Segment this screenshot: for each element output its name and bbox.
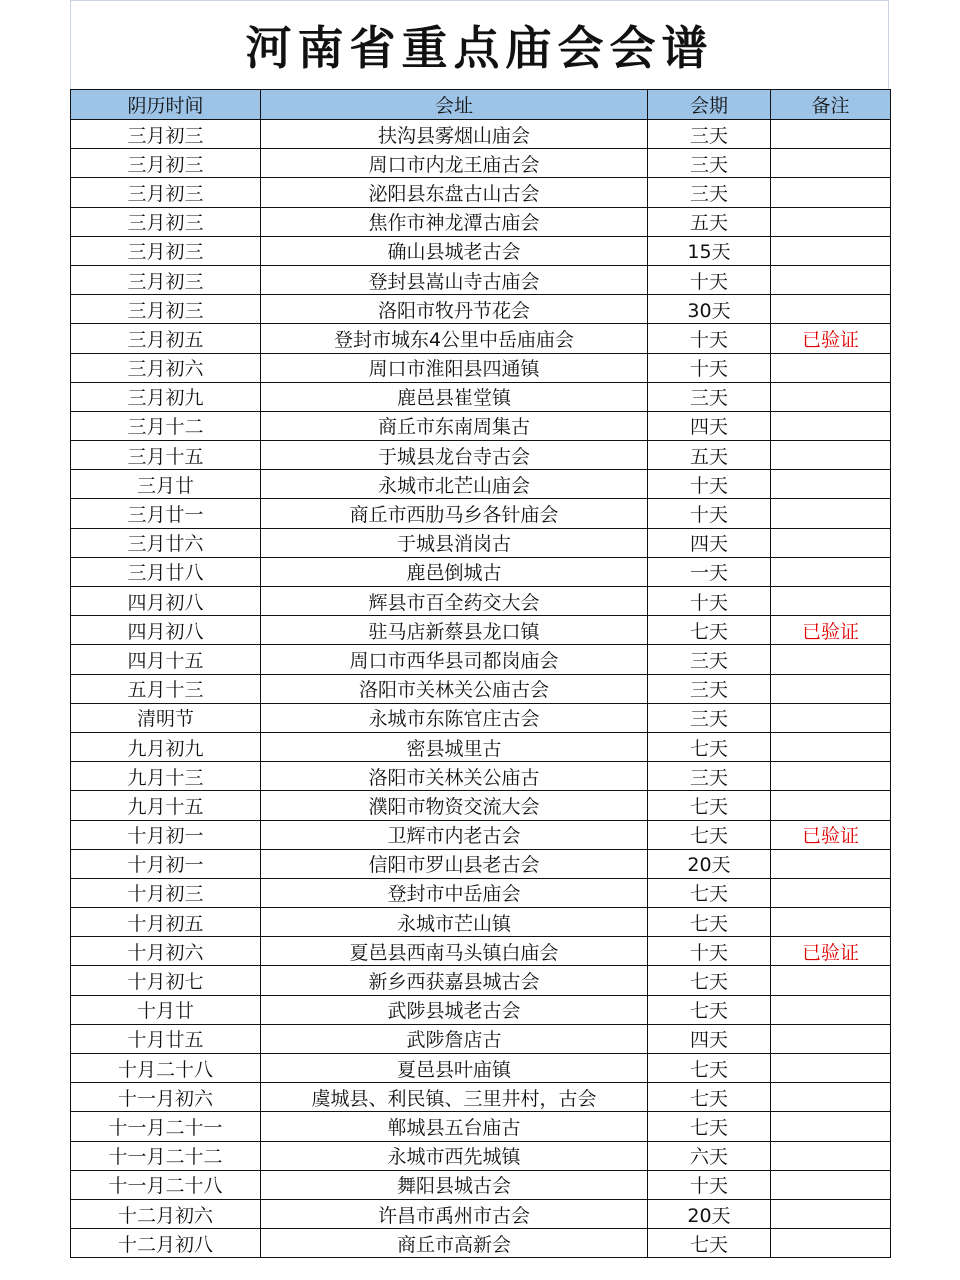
cell-duration: 七天: [648, 732, 771, 761]
table-row: [71, 966, 891, 995]
table-row: [71, 1170, 891, 1199]
cell-note: [771, 1170, 891, 1199]
cell-duration: 三天: [648, 703, 771, 732]
cell-note: [771, 411, 891, 440]
cell-note: [771, 1083, 891, 1112]
cell-duration: 三天: [648, 382, 771, 411]
cell-location: 登封市城东4公里中岳庙庙会: [261, 324, 648, 353]
cell-location: 卫辉市内老古会: [261, 820, 648, 849]
cell-duration: 一天: [648, 557, 771, 586]
table-row: [71, 178, 891, 207]
cell-location: 信阳市罗山县老古会: [261, 849, 648, 878]
cell-location: 于城县消岗古: [261, 528, 648, 557]
cell-lunar-date: 三月初三: [71, 295, 261, 324]
cell-lunar-date: 十月廿五: [71, 1024, 261, 1053]
cell-lunar-date: 四月初八: [71, 587, 261, 616]
cell-duration: 十天: [648, 324, 771, 353]
cell-note: [771, 120, 891, 149]
table-row: [71, 1054, 891, 1083]
cell-duration: 十天: [648, 499, 771, 528]
header-location: 会址: [261, 90, 648, 120]
cell-location: 密县城里古: [261, 732, 648, 761]
cell-location: 濮阳市物资交流大会: [261, 791, 648, 820]
cell-duration: 七天: [648, 616, 771, 645]
table-row: [71, 1083, 891, 1112]
cell-location: 商丘市东南周集古: [261, 411, 648, 440]
cell-location: 登封市中岳庙会: [261, 878, 648, 907]
table-row: [71, 587, 891, 616]
cell-note: [771, 732, 891, 761]
cell-location: 商丘市高新会: [261, 1229, 648, 1258]
cell-note: [771, 528, 891, 557]
cell-note: [771, 207, 891, 236]
table-row: [71, 236, 891, 265]
cell-note: [771, 149, 891, 178]
cell-duration: 30天: [648, 295, 771, 324]
cell-duration: 十天: [648, 470, 771, 499]
cell-note: [771, 236, 891, 265]
cell-location: 商丘市西肋马乡各针庙会: [261, 499, 648, 528]
cell-location: 永城市东陈官庄古会: [261, 703, 648, 732]
table-row: [71, 995, 891, 1024]
cell-note: [771, 1199, 891, 1228]
table-row: [71, 441, 891, 470]
cell-lunar-date: 三月廿六: [71, 528, 261, 557]
table-row: [71, 908, 891, 937]
cell-lunar-date: 三月十五: [71, 441, 261, 470]
table-row: [71, 1141, 891, 1170]
table-row: [71, 353, 891, 382]
cell-lunar-date: 三月初三: [71, 120, 261, 149]
cell-lunar-date: 十二月初六: [71, 1199, 261, 1228]
table-row: [71, 645, 891, 674]
table-row: [71, 762, 891, 791]
cell-lunar-date: 三月初三: [71, 149, 261, 178]
table-row: [71, 791, 891, 820]
cell-note: [771, 353, 891, 382]
cell-note: [771, 295, 891, 324]
cell-location: 扶沟县雾烟山庙会: [261, 120, 648, 149]
cell-note: [771, 995, 891, 1024]
cell-lunar-date: 四月初八: [71, 616, 261, 645]
cell-duration: 七天: [648, 908, 771, 937]
cell-duration: 20天: [648, 1199, 771, 1228]
header-row: [71, 90, 891, 120]
cell-lunar-date: 三月初六: [71, 353, 261, 382]
table-row: [71, 1024, 891, 1053]
table-row: [71, 324, 891, 353]
cell-lunar-date: 三月廿: [71, 470, 261, 499]
table-row: [71, 674, 891, 703]
cell-lunar-date: 五月十三: [71, 674, 261, 703]
cell-lunar-date: 三月初三: [71, 236, 261, 265]
cell-note: [771, 791, 891, 820]
cell-duration: 三天: [648, 120, 771, 149]
table-row: [71, 295, 891, 324]
cell-lunar-date: 十月初一: [71, 849, 261, 878]
cell-lunar-date: 十月廿: [71, 995, 261, 1024]
cell-duration: 五天: [648, 441, 771, 470]
cell-lunar-date: 三月十二: [71, 411, 261, 440]
cell-note: [771, 645, 891, 674]
cell-location: 虞城县、利民镇、三里井村，古会: [261, 1083, 648, 1112]
cell-duration: 15天: [648, 236, 771, 265]
cell-duration: 四天: [648, 411, 771, 440]
cell-lunar-date: 十月初六: [71, 937, 261, 966]
cell-duration: 十天: [648, 353, 771, 382]
table-row: [71, 382, 891, 411]
cell-lunar-date: 清明节: [71, 703, 261, 732]
cell-location: 永城市北芒山庙会: [261, 470, 648, 499]
cell-note: [771, 966, 891, 995]
table-row: [71, 557, 891, 586]
cell-location: 周口市淮阳县四通镇: [261, 353, 648, 382]
table-row: [71, 1112, 891, 1141]
cell-note: [771, 878, 891, 907]
table-row: [71, 937, 891, 966]
cell-lunar-date: 九月十三: [71, 762, 261, 791]
cell-lunar-date: 三月初三: [71, 178, 261, 207]
cell-location: 确山县城老古会: [261, 236, 648, 265]
cell-duration: 十天: [648, 937, 771, 966]
cell-duration: 三天: [648, 645, 771, 674]
cell-duration: 七天: [648, 820, 771, 849]
cell-location: 驻马店新蔡县龙口镇: [261, 616, 648, 645]
cell-lunar-date: 三月初九: [71, 382, 261, 411]
page-title: 河南省重点庙会会谱: [245, 21, 714, 75]
table-row: [71, 820, 891, 849]
table-row: [71, 849, 891, 878]
table-row: [71, 411, 891, 440]
table-row: [71, 703, 891, 732]
cell-location: 泌阳县东盘古山古会: [261, 178, 648, 207]
table-row: [71, 1229, 891, 1258]
cell-note: [771, 1141, 891, 1170]
cell-location: 周口市西华县司都岗庙会: [261, 645, 648, 674]
cell-lunar-date: 三月初五: [71, 324, 261, 353]
cell-location: 郸城县五台庙古: [261, 1112, 648, 1141]
cell-lunar-date: 十月二十八: [71, 1054, 261, 1083]
cell-location: 焦作市神龙潭古庙会: [261, 207, 648, 236]
cell-lunar-date: 十一月二十八: [71, 1170, 261, 1199]
cell-location: 鹿邑倒城古: [261, 557, 648, 586]
cell-location: 永城市西先城镇: [261, 1141, 648, 1170]
cell-note: [771, 557, 891, 586]
table-row: [71, 207, 891, 236]
cell-duration: 七天: [648, 1229, 771, 1258]
cell-note: [771, 849, 891, 878]
cell-note: [771, 265, 891, 294]
table-row: [71, 616, 891, 645]
temple-fair-table: [70, 89, 891, 1258]
cell-lunar-date: 三月初三: [71, 207, 261, 236]
table-row: [71, 878, 891, 907]
table-row: [71, 732, 891, 761]
cell-location: 登封县嵩山寺古庙会: [261, 265, 648, 294]
cell-note: 已验证: [771, 324, 891, 353]
cell-note: [771, 587, 891, 616]
cell-duration: 六天: [648, 1141, 771, 1170]
cell-location: 新乡西获嘉县城古会: [261, 966, 648, 995]
cell-location: 武陟县城老古会: [261, 995, 648, 1024]
cell-location: 许昌市禹州市古会: [261, 1199, 648, 1228]
cell-duration: 五天: [648, 207, 771, 236]
cell-duration: 七天: [648, 1054, 771, 1083]
cell-note: [771, 178, 891, 207]
cell-note: [771, 1054, 891, 1083]
cell-duration: 七天: [648, 1083, 771, 1112]
cell-lunar-date: 十二月初八: [71, 1229, 261, 1258]
cell-duration: 七天: [648, 1112, 771, 1141]
cell-lunar-date: 十一月初六: [71, 1083, 261, 1112]
cell-location: 周口市内龙王庙古会: [261, 149, 648, 178]
cell-note: 已验证: [771, 937, 891, 966]
cell-lunar-date: 十月初五: [71, 908, 261, 937]
cell-lunar-date: 四月十五: [71, 645, 261, 674]
cell-location: 舞阳县城古会: [261, 1170, 648, 1199]
cell-duration: 三天: [648, 762, 771, 791]
cell-location: 辉县市百全药交大会: [261, 587, 648, 616]
cell-note: [771, 1112, 891, 1141]
cell-duration: 三天: [648, 149, 771, 178]
cell-note: [771, 470, 891, 499]
table-row: [71, 528, 891, 557]
cell-lunar-date: 十一月二十二: [71, 1141, 261, 1170]
table-body: [71, 120, 891, 1258]
cell-note: 已验证: [771, 820, 891, 849]
cell-duration: 三天: [648, 178, 771, 207]
cell-location: 鹿邑县崔堂镇: [261, 382, 648, 411]
cell-duration: 四天: [648, 1024, 771, 1053]
cell-note: [771, 441, 891, 470]
cell-lunar-date: 九月十五: [71, 791, 261, 820]
cell-location: 于城县龙台寺古会: [261, 441, 648, 470]
cell-duration: 十天: [648, 1170, 771, 1199]
header-lunar-date: 阴历时间: [71, 90, 261, 120]
table-row: [71, 149, 891, 178]
table-row: [71, 1199, 891, 1228]
cell-duration: 七天: [648, 966, 771, 995]
cell-duration: 20天: [648, 849, 771, 878]
table-row: [71, 499, 891, 528]
cell-duration: 七天: [648, 995, 771, 1024]
cell-location: 洛阳市关林关公庙古: [261, 762, 648, 791]
cell-note: 已验证: [771, 616, 891, 645]
cell-note: [771, 1229, 891, 1258]
table-row: [71, 265, 891, 294]
cell-location: 洛阳市牧丹节花会: [261, 295, 648, 324]
cell-duration: 三天: [648, 674, 771, 703]
table-row: [71, 120, 891, 149]
cell-lunar-date: 十月初三: [71, 878, 261, 907]
cell-lunar-date: 十月初一: [71, 820, 261, 849]
cell-note: [771, 703, 891, 732]
cell-note: [771, 499, 891, 528]
cell-location: 洛阳市关林关公庙古会: [261, 674, 648, 703]
cell-note: [771, 674, 891, 703]
header-duration: 会期: [648, 90, 771, 120]
cell-lunar-date: 三月廿一: [71, 499, 261, 528]
cell-lunar-date: 十月初七: [71, 966, 261, 995]
cell-lunar-date: 十一月二十一: [71, 1112, 261, 1141]
cell-note: [771, 382, 891, 411]
cell-duration: 十天: [648, 587, 771, 616]
table-row: [71, 470, 891, 499]
cell-location: 永城市芒山镇: [261, 908, 648, 937]
cell-lunar-date: 三月廿八: [71, 557, 261, 586]
cell-note: [771, 1024, 891, 1053]
header-notes: 备注: [771, 90, 891, 120]
cell-lunar-date: 九月初九: [71, 732, 261, 761]
cell-duration: 十天: [648, 265, 771, 294]
cell-duration: 七天: [648, 878, 771, 907]
cell-duration: 七天: [648, 791, 771, 820]
cell-duration: 四天: [648, 528, 771, 557]
cell-note: [771, 762, 891, 791]
cell-location: 夏邑县叶庙镇: [261, 1054, 648, 1083]
cell-location: 夏邑县西南马头镇白庙会: [261, 937, 648, 966]
cell-lunar-date: 三月初三: [71, 265, 261, 294]
cell-note: [771, 908, 891, 937]
cell-location: 武陟詹店古: [261, 1024, 648, 1053]
